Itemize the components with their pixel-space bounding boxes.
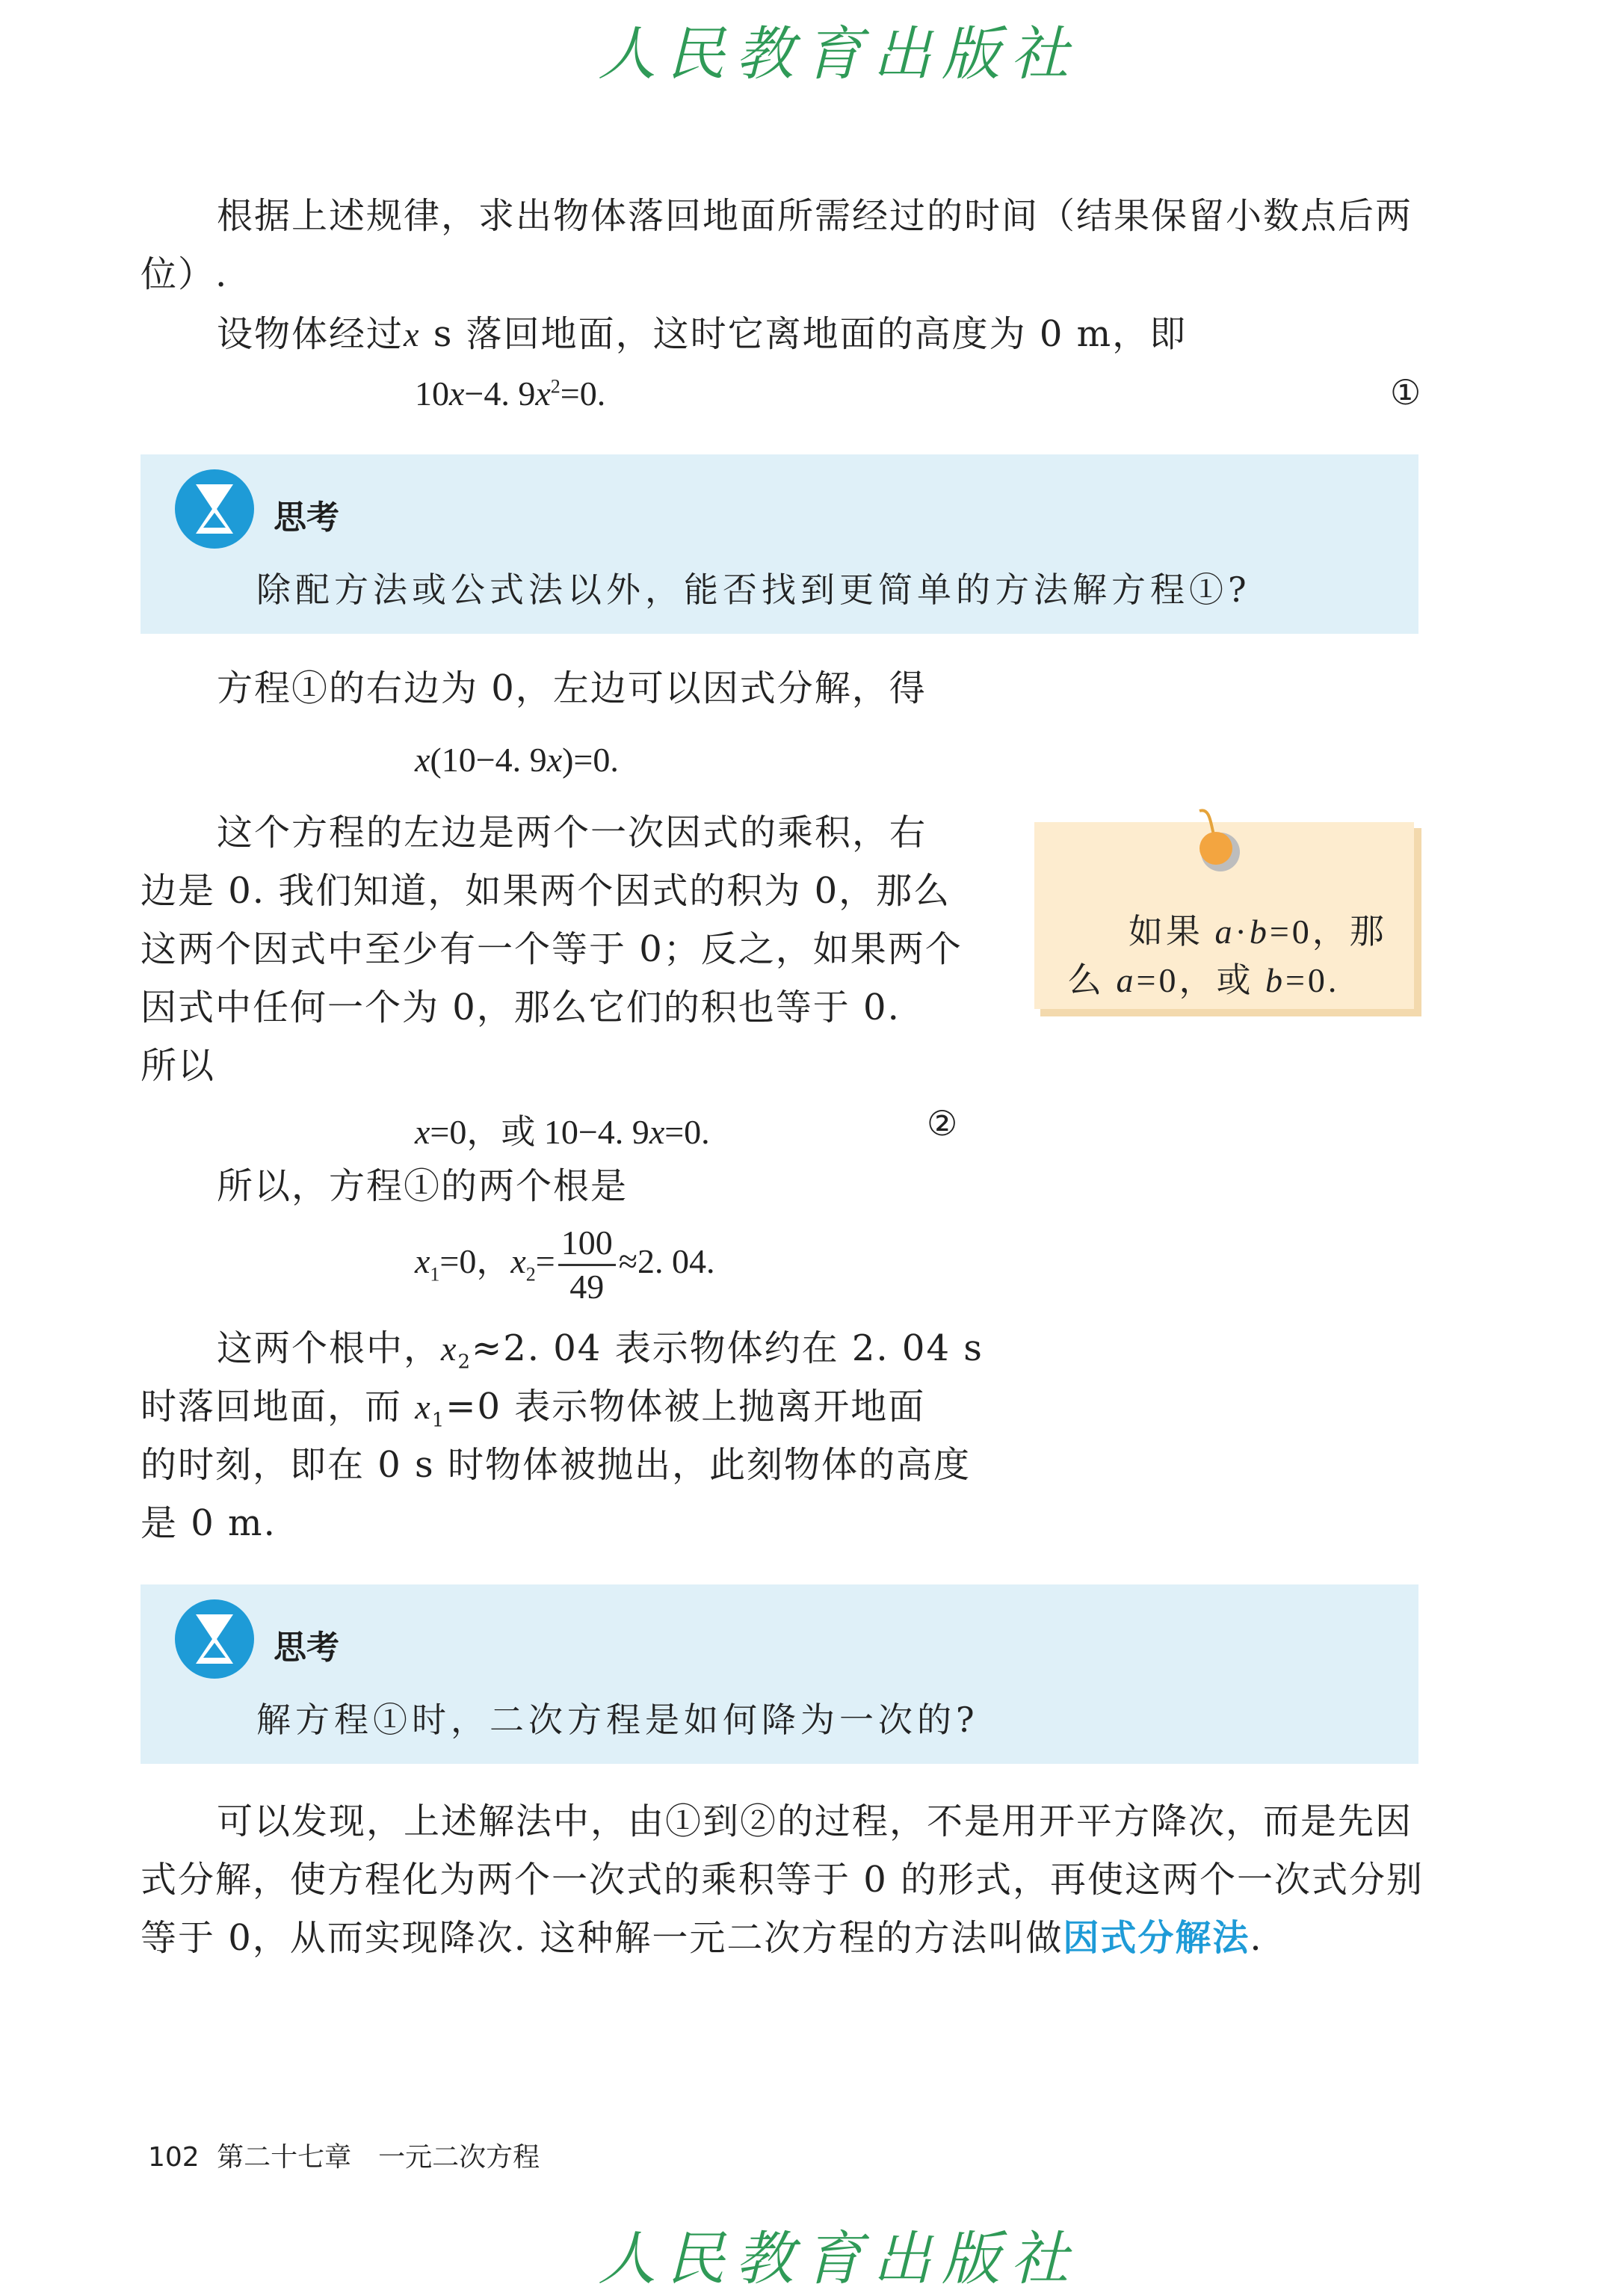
- paragraph-line: 所以，方程①的两个根是: [217, 1165, 629, 1207]
- chapter-title: 第二十七章 一元二次方程: [217, 2142, 540, 2173]
- think-title: 思考: [274, 499, 339, 537]
- think-title: 思考: [274, 1629, 339, 1667]
- paragraph-line: 根据上述规律，求出物体落回地面所需经过的时间（结果保留小数点后两: [217, 195, 1413, 237]
- equation-factored: x(10−4. 9x)=0.: [415, 741, 619, 779]
- paragraph-line: 这两个因式中至少有一个等于 0；反之，如果两个: [141, 928, 963, 970]
- roots-equation: $x_1=0$，$x_2=$ $\frac{100}{49}$ ≈2. 04.: [415, 1222, 715, 1308]
- page-number: 102: [148, 2142, 200, 2173]
- publisher-logo-bottom: 人民教育出版社: [598, 2226, 1080, 2293]
- page-footer: [148, 2136, 540, 2174]
- note-line-1: 如果 a·b=0，那: [1129, 913, 1387, 951]
- think-box-1: [141, 454, 1418, 634]
- hourglass-icon: [173, 1598, 256, 1680]
- equation-label-1: ①: [1390, 374, 1421, 412]
- pin-icon: [1185, 807, 1244, 874]
- think-question: 解方程①时，二次方程是如何降为一次的?: [256, 1700, 979, 1740]
- paragraph-line: 边是 0. 我们知道，如果两个因式的积为 0，那么: [141, 870, 951, 912]
- paragraph-line: 设物体经过x s 落回地面，这时它离地面的高度为 0 m，即: [217, 313, 1188, 355]
- paragraph-line: 这个方程的左边是两个一次因式的乘积，右: [217, 812, 927, 854]
- fraction: $\frac{100}{49}$: [558, 1222, 616, 1308]
- equation-label-2: ②: [927, 1105, 958, 1143]
- equation-1: 10x−4. $9x^2=0$.: [415, 374, 606, 413]
- paragraph-line: 方程①的右边为 0，左边可以因式分解，得: [217, 667, 927, 709]
- note-line-2: 么 a=0，或 b=0.: [1067, 961, 1340, 999]
- paragraph-line: 所以: [141, 1045, 216, 1087]
- paragraph-line: 等于 0，从而实现降次. 这种解一元二次方程的方法叫做因式分解法.: [141, 1917, 1263, 1959]
- think-question: 除配方法或公式法以外，能否找到更简单的方法解方程①?: [256, 570, 1251, 610]
- equation-2: x=0，或 10−4. 9x=0.: [415, 1113, 710, 1151]
- publisher-logo-top: 人民教育出版社: [598, 21, 1080, 88]
- paragraph-line: 可以发现，上述解法中，由①到②的过程，不是用开平方降次，而是先因: [217, 1800, 1413, 1842]
- paragraph-line: 时落回地面，而 $x_1=0$ 表示物体被上抛离开地面: [141, 1386, 926, 1432]
- paragraph-line: 位）.: [141, 253, 229, 295]
- paragraph-line: 是 0 m.: [141, 1502, 277, 1544]
- paragraph-line: 这两个根中，$x_2\approx 2$. 04 表示物体约在 2. 04 s: [217, 1327, 984, 1374]
- hourglass-icon: [173, 468, 256, 550]
- think-box-2: [141, 1584, 1418, 1764]
- key-term: 因式分解法: [1063, 1917, 1250, 1959]
- paragraph-line: 式分解，使方程化为两个一次式的乘积等于 0 的形式，再使这两个一次式分别: [141, 1859, 1424, 1901]
- paragraph-line: 因式中任何一个为 0，那么它们的积也等于 0.: [141, 987, 901, 1028]
- paragraph-line: 的时刻，即在 0 s 时物体被抛出，此刻物体的高度: [141, 1444, 971, 1486]
